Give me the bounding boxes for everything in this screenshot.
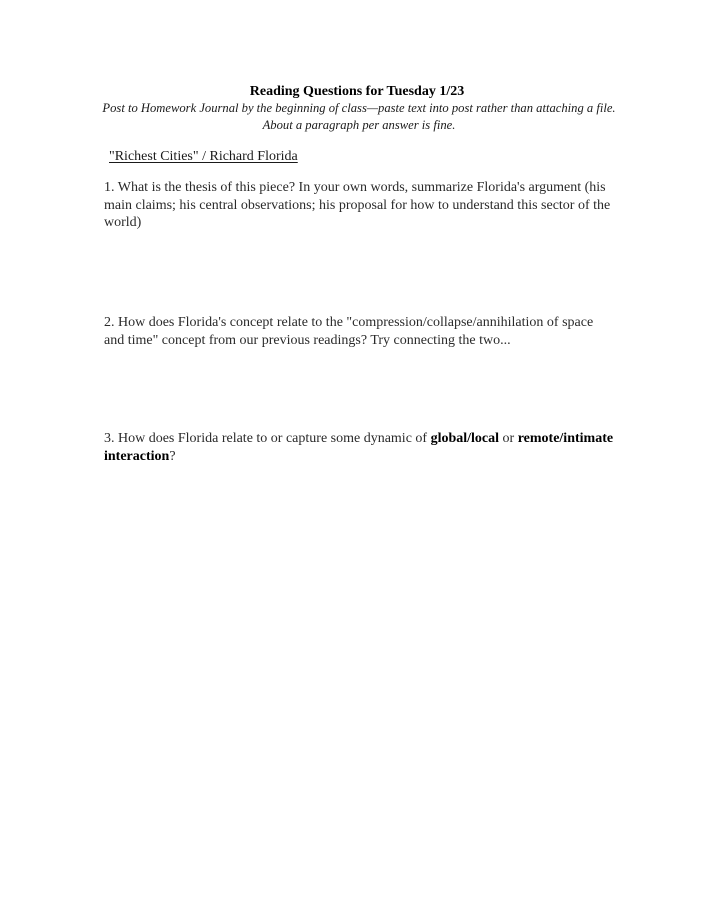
document-title: Reading Questions for Tuesday 1/23 — [249, 84, 465, 99]
question-3-bold-remote-intimate: remote/intimate interaction — [104, 431, 614, 464]
question-3-middle: or — [499, 431, 518, 446]
question-3-prefix: 3. How does Florida relate to or capture some dynamic of — [104, 431, 431, 446]
question-2: 2. How does Florida's concept relate to the "compression/collapse/annihilation of space and time" concept from our previous readings? Try connecting the two... — [104, 315, 594, 348]
question-3-suffix: ? — [169, 448, 176, 464]
question-1: 1. What is the thesis of this piece? In your own words, summarize Florida's argument (his main claims; his central observations; his proposal for how to understand this sector of the world) — [104, 180, 611, 230]
question-3-bold-global-local: global/local — [430, 431, 500, 446]
reading-title: "Richest Cities" / Richard Florida — [109, 149, 298, 164]
question-3 — [104, 430, 614, 465]
instructions-text: Post to Homework Journal by the beginning of class—paste text into post rather than attaching a file. About a paragraph per answer is fine. — [102, 101, 616, 132]
